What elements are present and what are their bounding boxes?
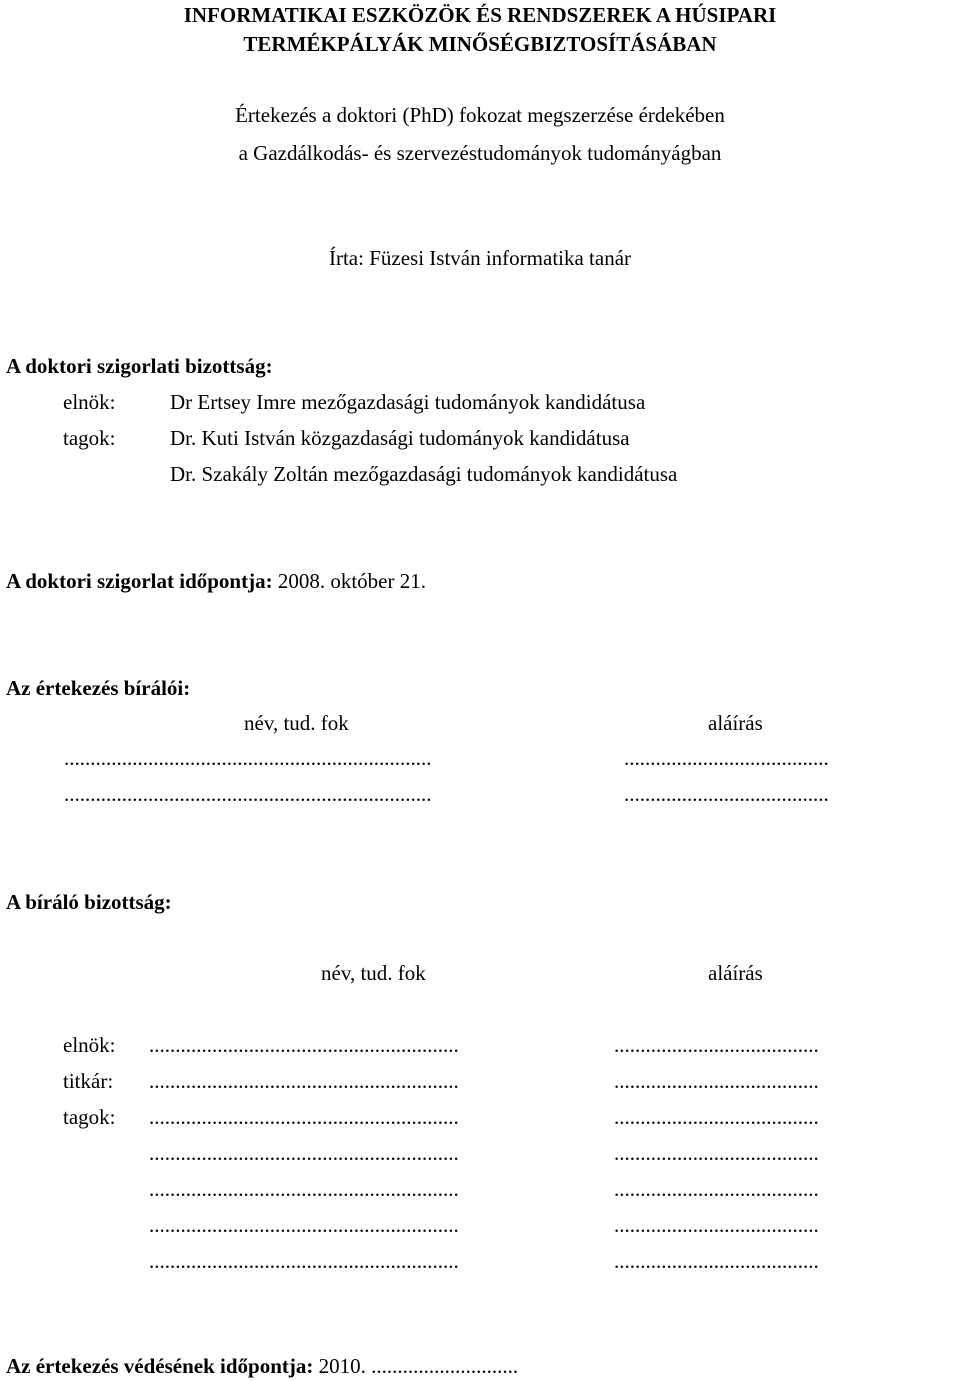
committee-chair-label: elnök: <box>63 390 116 414</box>
review-committee-name-blank: ........................................................... <box>149 1141 459 1165</box>
review-committee-heading: A bíráló bizottság: <box>6 890 172 914</box>
committee-member: Dr. Kuti István közgazdasági tudományok kandidátusa <box>170 426 630 450</box>
review-committee-name-blank: ........................................................... <box>149 1069 459 1093</box>
subtitle-line-2: a Gazdálkodás- és szervezéstudományok tudományágban <box>238 141 722 165</box>
defense-date-label: Az értekezés védésének időpontja: <box>6 1354 314 1378</box>
reviewers-col-signature: aláírás <box>708 711 763 735</box>
review-committee-col-signature: aláírás <box>708 961 763 985</box>
committee-member: Dr. Szakály Zoltán mezőgazdasági tudományok kandidátusa <box>170 462 678 486</box>
review-committee-name-blank: ........................................................... <box>149 1213 459 1237</box>
review-committee-row-label: elnök: <box>63 1033 116 1057</box>
exam-date-value: 2008. október 21. <box>277 569 426 593</box>
review-committee-signature-blank: ....................................... <box>614 1177 819 1201</box>
committee-heading: A doktori szigorlati bizottság: <box>6 354 273 378</box>
author-line: Írta: Füzesi István informatika tanár <box>328 246 632 270</box>
committee-members-label: tagok: <box>63 426 116 450</box>
subtitle-line-1: Értekezés a doktori (PhD) fokozat megszerzése érdekében <box>235 103 725 127</box>
defense-date-value: 2010. ............................ <box>318 1354 519 1378</box>
review-committee-signature-blank: ....................................... <box>614 1141 819 1165</box>
exam-date-line <box>6 571 426 592</box>
title-line-2: TERMÉKPÁLYÁK MINŐSÉGBIZTOSÍTÁSÁBAN <box>243 32 717 56</box>
review-committee-row-label: titkár: <box>63 1069 114 1093</box>
review-committee-signature-blank: ....................................... <box>614 1213 819 1237</box>
reviewer-signature-blank: ....................................... <box>624 782 829 806</box>
defense-date-line <box>6 1356 518 1377</box>
title-line-1: INFORMATIKAI ESZKÖZÖK ÉS RENDSZEREK A HÚSIPARI <box>183 3 777 27</box>
review-committee-signature-blank: ....................................... <box>614 1069 819 1093</box>
exam-date-label: A doktori szigorlat időpontja: <box>6 569 273 593</box>
review-committee-col-name: név, tud. fok <box>321 961 426 985</box>
review-committee-name-blank: ........................................................... <box>149 1177 459 1201</box>
reviewer-name-blank: ...................................................................... <box>64 746 432 770</box>
review-committee-name-blank: ........................................................... <box>149 1105 459 1129</box>
reviewer-name-blank: ...................................................................... <box>64 782 432 806</box>
review-committee-name-blank: ........................................................... <box>149 1249 459 1273</box>
reviewers-heading: Az értekezés bírálói: <box>6 676 191 700</box>
review-committee-name-blank: ........................................................... <box>149 1033 459 1057</box>
review-committee-signature-blank: ....................................... <box>614 1105 819 1129</box>
reviewers-col-name: név, tud. fok <box>244 711 349 735</box>
review-committee-signature-blank: ....................................... <box>614 1033 819 1057</box>
reviewer-signature-blank: ....................................... <box>624 746 829 770</box>
review-committee-signature-blank: ....................................... <box>614 1249 819 1273</box>
review-committee-row-label: tagok: <box>63 1105 116 1129</box>
committee-chair-value: Dr Ertsey Imre mezőgazdasági tudományok kandidátusa <box>170 390 646 414</box>
